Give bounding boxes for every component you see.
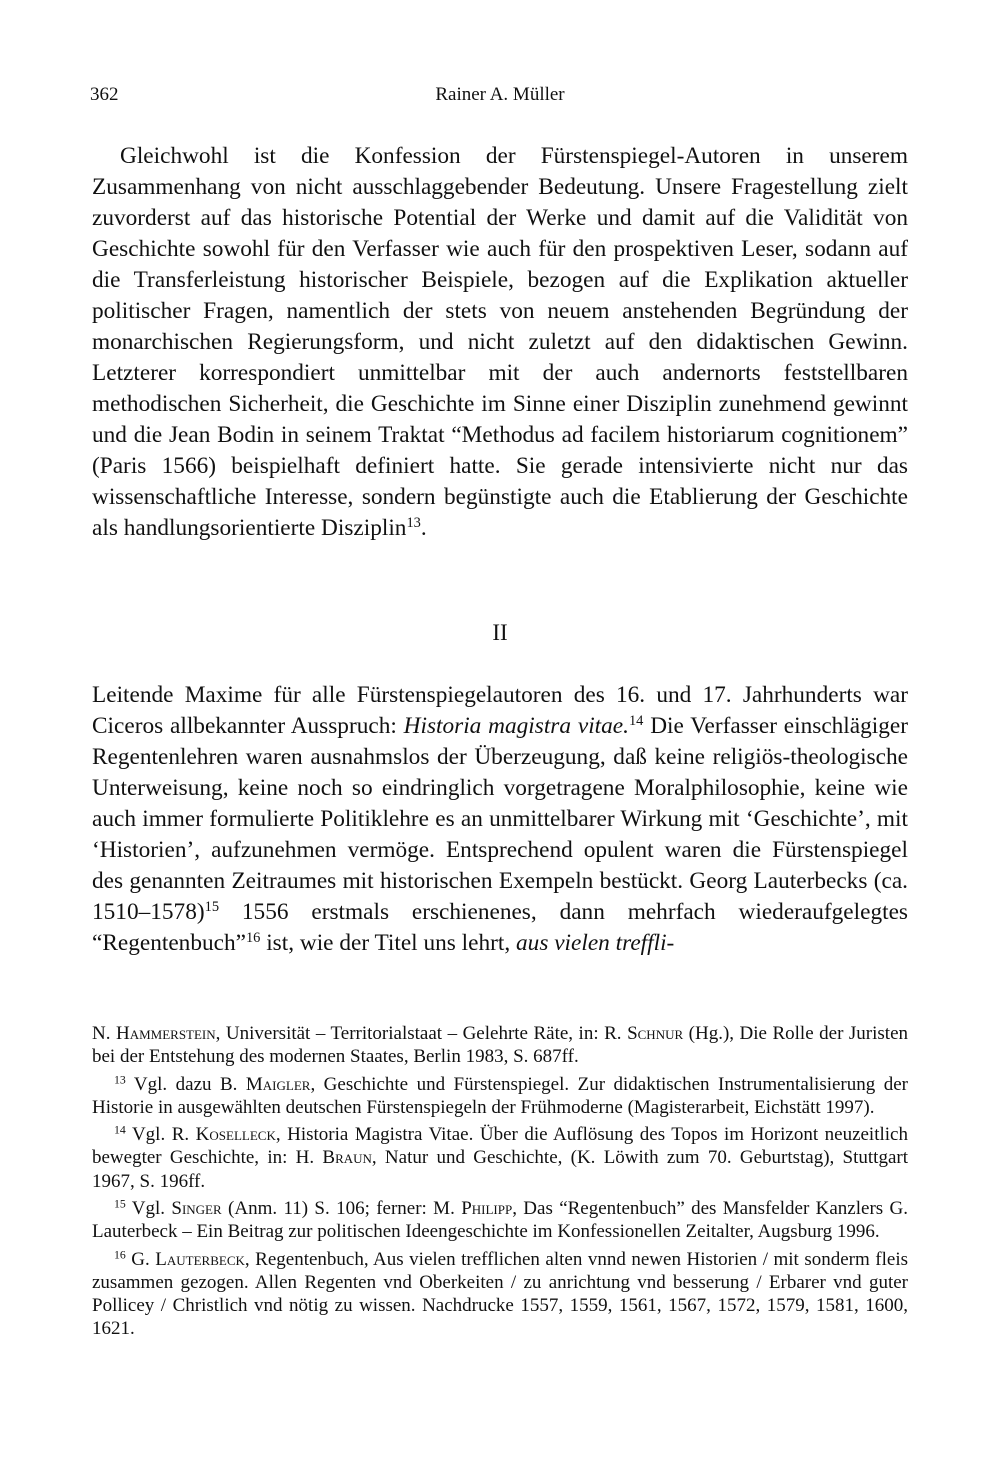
paragraph-2-text-c: 1556 erstmals erschienenes, dann mehrfach wiederaufgelegtes “Regentenbuch”	[92, 899, 908, 956]
footnote-text: , Universität – Territorialstaat – Gelehrte Räte, in: R.	[215, 1023, 628, 1044]
paragraph-2-text-a: Leitende Maxime für alle Fürstenspiegelautoren des 16. und 17. Jahrhunderts war Ciceros allbekannter Ausspruch:	[92, 682, 908, 739]
author-name: N. Hammerstein	[92, 1023, 216, 1044]
footnote-ref-13[interactable]: 13	[406, 515, 421, 532]
footnote-text: Vgl. dazu B.	[125, 1073, 246, 1095]
footnote-15	[92, 1197, 908, 1243]
book-title-italic: aus vielen treffli-	[516, 930, 675, 956]
footnote-continuation	[92, 1022, 908, 1068]
footnote-text: , Regentenbuch, Aus vielen trefflichen alten vnnd newen Historien / mit sonderm fleis zusammen gezogen. Allen Regenten vnd Oberkeiten / zu anrichtung vnd besserung / Erbarer vnd guter Pollicey / Christlich vnd nötig zu wissen. Nachdrucke 1557, 1559, 1561, 1567, 1572, 1579, 1581, 1600, 1621.	[92, 1248, 908, 1340]
author-name: Schnur	[627, 1023, 684, 1044]
footnotes	[92, 1022, 908, 1345]
cicero-quote: Historia magistra vitae.	[403, 713, 629, 739]
footnote-text: , Geschichte und Fürstenspiegel. Zur didaktischen Instrumentalisierung der Historie in ausgewählten deutschen Fürstenspiegeln der Frühmoderne (Magisterarbeit, Eichstätt 1997).	[92, 1073, 908, 1118]
footnote-text: G.	[125, 1248, 156, 1270]
running-head: Rainer A. Müller	[435, 84, 565, 105]
footnote-text: (Hg.), Die Rolle der Juristen bei der Entstehung des modernen Staates, Berlin 1983, S. 687ff.	[92, 1023, 909, 1068]
footnote-14	[92, 1123, 908, 1192]
footnote-ref-14[interactable]: 14	[628, 713, 644, 730]
paragraph-1: Gleichwohl ist die Konfession der Fürstenspiegel-Autoren in unserem Zusammenhang von nicht ausschlaggebender Bedeutung. Unsere Fragestellung zielt zuvorderst auf das historische Potential der Werke und damit auf die Validität von Geschichte sowohl für den Verfasser wie auch für den prospektiven Leser, sodann auf die Transferleistung historischer Beispiele, bezogen auf die Explikation aktueller politischer Fragen, namentlich der stets von neuem anstehenden Begründung der monarchischen Regierungsform, und nicht zuletzt auf den didaktischen Gewinn. Letzterer korrespondiert unmittelbar mit der auch andernorts feststellbaren methodischen Sicherheit, die Geschichte im Sinne einer Disziplin zunehmend gewinnt und die Jean Bodin in seinem Traktat “Methodus ad facilem historiarum cognitionem” (Paris 1566) beispielhaft definiert hatte. Sie gerade intensivierte nicht nur das wissenschaftliche Interesse, sondern begünstigte auch die Etablierung der Geschichte als handlungsorientierte Disziplin$^{13}$.	[92, 143, 908, 541]
footnote-ref-15[interactable]: 15	[204, 899, 220, 916]
footnote-ref-16[interactable]: 16	[245, 930, 261, 947]
footnote-text: , Natur und Geschichte, (K. Löwith zum 70. Geburtstag), Stuttgart 1967, S. 196ff.	[92, 1147, 909, 1192]
author-name: Singer	[171, 1198, 222, 1220]
footnote-13	[92, 1073, 908, 1119]
paragraph-2-text-b: Die Verfasser einschlägiger Regentenlehren waren ausnahmslos der Überzeugung, daß keine religiös-theologische Unterweisung, keine noch so eindringlich vorgetragene Moralphilosophie, keine wie auch immer formulierte Politiklehre es an unmittelbarer Wirkung mit ‘Geschichte’, mit ‘Historien’, aufzunehmen vermöge. Entsprechend opulent waren die Fürstenspiegel des genannten Zeitraumes mit historischen Exempeln bestückt. Georg Lauterbecks (ca. 1510–1578)	[92, 713, 908, 925]
page-number: 362	[90, 84, 119, 105]
footnote-text: (Anm. 11) S. 106; ferner: M.	[221, 1198, 462, 1220]
author-name: Braun	[322, 1147, 372, 1169]
footnote-number: 15	[114, 1197, 126, 1211]
author-name: Philipp	[461, 1198, 513, 1220]
paragraph-1-text: Gleichwohl ist die Konfession der Fürstenspiegel-Autoren in unserem Zusammenhang von nicht ausschlaggebender Bedeutung. Unsere Fragestellung zielt zuvorderst auf das historische Potential der Werke und damit auf die Validität von Geschichte sowohl für den Verfasser wie auch für den prospektiven Leser, sodann auf die Transferleistung historischer Beispiele, bezogen auf die Explikation aktueller politischer Fragen, namentlich der stets von neuem anstehenden Begründung der monarchischen Regierungsform, und nicht zuletzt auf den didaktischen Gewinn. Letzterer korrespondiert unmittelbar mit der auch andernorts feststellbaren methodischen Sicherheit, die Geschichte im Sinne einer Disziplin zunehmend gewinnt und die Jean Bodin in seinem Traktat “Methodus ad facilem historiarum cognitionem” (Paris 1566) beispielhaft definiert hatte. Sie gerade intensivierte nicht nur das wissenschaftliche Interesse, sondern begünstigte auch die Etablierung der Geschichte als handlungsorientierte Disziplin	[92, 143, 908, 541]
footnote-number: 13	[114, 1073, 126, 1087]
footnote-16	[92, 1248, 908, 1340]
footnote-text: Vgl.	[125, 1198, 172, 1220]
paragraph-2-text-d: ist, wie der Titel uns lehrt,	[260, 930, 517, 956]
author-name: Maigler	[245, 1073, 311, 1095]
footnote-number: 14	[114, 1123, 126, 1137]
footnote-number: 16	[114, 1248, 126, 1262]
footnote-text: , Historia Magistra Vitae. Über die Auflösung des Topos im Horizont neuzeitlich bewegter Geschichte, in: H.	[92, 1124, 908, 1169]
footnote-text: Vgl. R.	[125, 1124, 196, 1146]
footnote-text: , Das “Regentenbuch” des Mansfelder Kanzlers G. Lauterbeck – Ein Beitrag zur politischen Ideengeschichte im Konfessionellen Zeitalter, Augsburg 1996.	[92, 1198, 908, 1243]
section-heading: II	[492, 620, 508, 645]
page-header	[90, 84, 910, 114]
paragraph-2	[92, 680, 908, 959]
author-name: Koselleck	[195, 1124, 276, 1146]
author-name: Lauterbeck	[155, 1248, 245, 1270]
